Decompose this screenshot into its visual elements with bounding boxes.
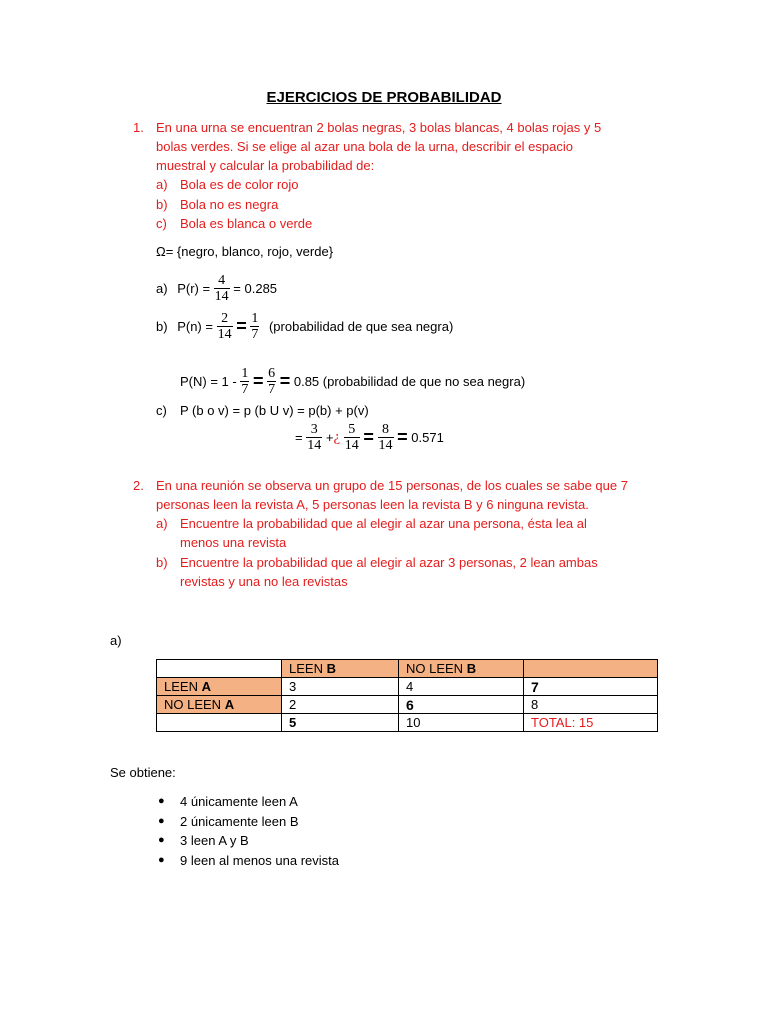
- exercise-1-line-1: En una urna se encuentran 2 bolas negras, 3 bolas blancas, 4 bolas rojas y 5: [156, 120, 602, 135]
- exercise-1-line-3: muestral y calcular la probabilidad de:: [156, 158, 375, 173]
- table-row: [157, 678, 658, 696]
- exercise-1-number: 1.: [133, 120, 144, 135]
- exercise-1-item-b-label: b): [156, 197, 168, 212]
- fraction-4-14: [214, 273, 230, 304]
- numerator: 8: [378, 422, 394, 438]
- exercise-2-item-a-line-1: Encuentre la probabilidad que al elegir al azar una persona, ésta lea al: [180, 516, 587, 531]
- equals-sign: =: [236, 316, 247, 336]
- plus-sign: +: [325, 430, 334, 445]
- fraction-6-7: [267, 366, 276, 397]
- table-cell-empty: [157, 714, 282, 732]
- exercise-1-item-b: Bola no es negra: [180, 197, 279, 212]
- solution-c-text: P (b o v) = p (b U v) = p(b) + p(v): [180, 403, 369, 418]
- equals-sign: =: [363, 427, 374, 447]
- fraction-1-7: [240, 366, 249, 397]
- table-cell-col-total: 10: [399, 714, 524, 732]
- bullet-icon: ●: [158, 834, 165, 846]
- solution-c-calc: [295, 422, 444, 453]
- row-header-no-leen-a: NO LEEN A: [157, 696, 282, 714]
- exercise-2-item-a-line-2: menos una revista: [180, 535, 287, 550]
- bullet-icon: ●: [158, 795, 165, 807]
- equals-sign: =: [252, 371, 264, 391]
- exercise-2-line-2: personas leen la revista A, 5 personas leen la revista B y 6 ninguna revista.: [156, 497, 589, 512]
- fraction-8-14: [378, 422, 394, 453]
- contingency-table: [156, 659, 658, 732]
- numerator: 1: [251, 311, 259, 326]
- header-total-empty: [524, 660, 658, 678]
- header-no-leen-b: NO LEEN B: [399, 660, 524, 678]
- row-header-leen-a: LEEN A: [157, 678, 282, 696]
- se-obtiene-heading: Se obtiene:: [110, 765, 176, 780]
- table-cell: 2: [282, 696, 399, 714]
- solution-a-label: a): [156, 281, 168, 296]
- exercise-2-item-a-label: a): [156, 516, 168, 531]
- numerator: 3: [306, 422, 322, 438]
- exercise-2-number: 2.: [133, 478, 144, 493]
- table-row: [157, 714, 658, 732]
- denominator: 14: [217, 327, 232, 342]
- table-cell-col-total: 5: [282, 714, 399, 732]
- denominator: 14: [214, 289, 229, 304]
- not-black-result: 0.85 (probabilidad de que no sea negra): [293, 374, 526, 389]
- exercise-1-item-c-label: c): [156, 216, 167, 231]
- table-cell-empty: [157, 660, 282, 678]
- numerator: 5: [344, 422, 360, 438]
- table-cell: 6: [399, 696, 524, 714]
- solution-a-row: [156, 273, 277, 304]
- denominator: 7: [251, 327, 259, 342]
- denominator: 14: [378, 438, 393, 453]
- garbled-glyph: ¿: [333, 429, 341, 445]
- equals-sign: =: [279, 371, 291, 391]
- bullet-icon: ●: [158, 854, 165, 866]
- solution-b-row: [156, 311, 453, 342]
- denominator: 14: [307, 438, 322, 453]
- denominator: 7: [268, 382, 276, 397]
- numerator: 2: [217, 311, 233, 327]
- exercise-1-item-a: Bola es de color rojo: [180, 177, 299, 192]
- fraction-1-7: [250, 311, 259, 342]
- solution-a-result: = 0.285: [233, 281, 278, 296]
- solution-b-prefix: P(n) =: [177, 319, 213, 334]
- fraction-5-14: [344, 422, 360, 453]
- exercise-1-line-2: bolas verdes. Si se elige al azar una bola de la urna, describir el espacio: [156, 139, 573, 154]
- exercise-2-line-1: En una reunión se observa un grupo de 15 personas, de los cuales se sabe que 7: [156, 478, 628, 493]
- header-leen-b: LEEN B: [282, 660, 399, 678]
- solution-a-prefix: P(r) =: [177, 281, 214, 296]
- table-row: [157, 660, 658, 678]
- exercise-1-item-c: Bola es blanca o verde: [180, 216, 313, 231]
- table-cell: 4: [399, 678, 524, 696]
- solution-c-label: c): [156, 403, 167, 418]
- list-item: 9 leen al menos una revista: [180, 853, 339, 868]
- exercise-1-item-a-label: a): [156, 177, 168, 192]
- list-item: 4 únicamente leen A: [180, 794, 298, 809]
- solution-b-label: b): [156, 319, 168, 334]
- not-black-prefix: P(N) = 1 -: [180, 374, 241, 389]
- table-cell: 3: [282, 678, 399, 696]
- fraction-2-14: [217, 311, 233, 342]
- bullet-icon: ●: [158, 815, 165, 827]
- exercise-2-item-b-line-1: Encuentre la probabilidad que al elegir al azar 3 personas, 2 lean ambas: [180, 555, 598, 570]
- section-a-label: a): [110, 633, 122, 648]
- list-item: 2 únicamente leen B: [180, 814, 299, 829]
- numerator: 1: [241, 366, 249, 381]
- table-cell-row-total: 7: [524, 678, 658, 696]
- solution-b-note: (probabilidad de que sea negra): [268, 319, 454, 334]
- calc-result: 0.571: [411, 430, 444, 445]
- document-title: EJERCICIOS DE PROBABILIDAD: [266, 89, 502, 106]
- table-cell-grand-total: TOTAL: 15: [524, 714, 658, 732]
- fraction-3-14: [306, 422, 322, 453]
- table-row: [157, 696, 658, 714]
- sample-space: Ω= {negro, blanco, rojo, verde}: [156, 244, 334, 259]
- table-cell-row-total: 8: [524, 696, 658, 714]
- numerator: 4: [214, 273, 230, 289]
- denominator: 7: [241, 382, 249, 397]
- calc-prefix: =: [295, 430, 307, 445]
- list-item: 3 leen A y B: [180, 833, 249, 848]
- numerator: 6: [268, 366, 276, 381]
- solution-not-black-row: [180, 366, 525, 397]
- exercise-2-item-b-line-2: revistas y una no lea revistas: [180, 574, 348, 589]
- denominator: 14: [344, 438, 359, 453]
- exercise-2-item-b-label: b): [156, 555, 168, 570]
- equals-sign: =: [397, 427, 408, 447]
